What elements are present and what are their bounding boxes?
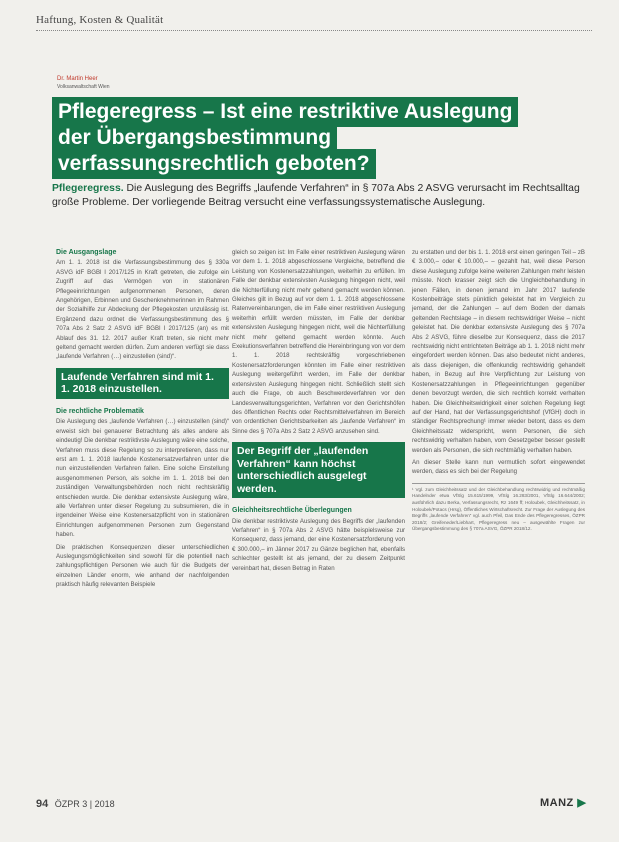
- text-column-1: [56, 248, 229, 593]
- publisher-logo: [540, 796, 586, 809]
- text-column-3: [412, 248, 585, 533]
- title-line-3: verfassungsrechtlich geboten?: [52, 149, 376, 179]
- header-divider: [36, 30, 592, 31]
- subheading-problematik: Die rechtliche Problematik: [56, 407, 144, 415]
- text-column-2: [232, 248, 405, 576]
- paragraph: gleich so zeigen ist: Im Falle einer restriktiven Auslegung wären vor dem 1. 1. 2018 abgeschlossene Vergleiche, betreffend die Leistung von Kostenersatzzahlungen, weiterhin zu erfüllen. Im Falle der denkbar extensivsten Auslegung hingegen nicht, weil die Nichterfüllung nicht mehr geltend gemacht werden können. Gleiches gilt in Bezug auf vor dem 1. 1. 2018 abgeschlossene Ratenvereinbarungen, die im Falle einer restriktiven Auslegung weiterhin erfüllt werden müssten, im Falle der denkbar extensivsten Auslegung hingegen nicht, weil die Nichterfüllung nicht mehr geltend gemacht werden könnte. Auch Exekutionsverfahren betreffend die Hereinbringung von vor dem 1. 1. 2018 rechtskräftig vorgeschriebenen Kostenersatzforderungen könnten im Falle einer restriktiven Auslegung weitergeführt werden, im Falle der denkbar extensivsten Auslegung hingegen nicht. Schließlich stellt sich auch die Frage, ob auch Beschwerdeverfahren vor den Landesverwaltungsgerichten, Verfahren vor den Gerichtshöfen des öffentlichen Rechts oder Rechtsmittelverfahren im Bereich von ordentlichen Gerichtsbarkeiten als „laufende Verfahren“ im Sinne des § 707a Abs 2 Satz 2 ASVG anzusehen sind.: [232, 249, 405, 435]
- subheading-ausgangslage: Die Ausgangslage: [56, 249, 117, 256]
- paragraph: An dieser Stelle kann nun vermutlich sofort eingewendet werden, dass es sich bei der Regelung: [412, 458, 585, 476]
- lead-keyword: Pflegeregress.: [52, 183, 124, 194]
- arrow-icon: ▶: [577, 797, 587, 809]
- pull-quote: Laufende Verfahren sind mit 1. 1. 2018 einzustellen.: [56, 368, 229, 399]
- paragraph: Die Auslegung des „laufende Verfahren (…) einzustellen (sind)“ erweist sich bei genauerer Betrachtung als alles andere als eindeutig! Die denkbar restriktivste Auslegung wäre eine solche, Verfahren muss diese Regelung so zu interpretieren, dass nur erst am 1. 1. 2018 laufende Kostenersatzverfahren unter die nun einzustellenden Verfahren fallen. Eine solche Einstellung ausgenommenen Person, als solche im 1. 1. 2018 bei den zuständigen Verwaltungsbehörden noch nicht rechtskräftig entschieden wurde. Die denkbar extensivste Auslegung wäre, alle Verfahren unter dieser Regelung zu subsumieren, die in irgendeiner Weise eine Kostenersatzpflicht von in stationären Einrichtungen aufgenommenen Personen zum Gegenstand haben.: [56, 418, 229, 539]
- paragraph: Am 1. 1. 2018 ist die Verfassungsbestimmung des § 330a ASVG idF BGBl I 2017/125 in Kraft getreten, die zufolge ein Zugriff auf das Vermögen von in stationären Pflegeeinrichtungen aufgenommenen Personen, deren Angehörigen, Erbinnen und Geschenknehmerinnen im Rahmen der Sozialhilfe zur Abdeckung der Pflegekosten unzulässig ist. Ergänzend dazu ordnet die Verfassungsbestimmung des § 707a Abs 2 Satz 2 ASVG idF BGBl I 2017/125 (an) es mit Ablauf des 31. 12. 2017 außer Kraft treten, sie nicht mehr geltend gemacht werden dürfen. Zum anderen verfügt sie dass „laufende Verfahren (…) einzustellen (sind)“.: [56, 259, 229, 361]
- paragraph: Die praktischen Konsequenzen dieser unterschiedlichen Auslegungsmöglichkeiten sind sowohl für die potentiell nach zahlungspflichtigen Personen wie auch für die Budgets der einzelnen Länder enorm, wie anhand der nachfolgenden praktisch häufig relevanten Beispiele: [56, 543, 229, 589]
- page-footer: [36, 798, 115, 810]
- footnotes: ¹ Vgl. zum Gleichheitssatz und der Gleichbehandlung rechtswidrig und rechtmäßig Handelnder etwa VfSlg 15.615/1999, VfSlg 16.283/2001, VfSlg 16.644/2002; ausführlich dazu Berka, Verfassungsrecht, Rz 1649 ff; Holoubek, Gleichheitssatz, in Holoubek/Potacs (Hrsg), Öffentliches Wirtschaftsrecht. Zur Frage der Auslegung des Begriffs „laufende Verfahren“ vgl. auch Pfeil, Das Ende des Pflegeregresses, ÖZPR 2018/2; Greifeneder/Liebhart, Pflegeregress neu – ausgewählte Fragen zur Übergangsbestimmung des § 707a ASVG, ÖZPR 2018/12.: [412, 483, 585, 533]
- journal-issue: ÖZPR 3 | 2018: [54, 799, 115, 809]
- author-affiliation: Volksanwaltschaft Wien: [57, 84, 110, 90]
- pull-quote: Der Begriff der „laufenden Verfahren“ kann höchst unterschiedlich ausgelegt werden.: [232, 442, 405, 498]
- paragraph: Die denkbar restriktivste Auslegung des Begriffs der „laufenden Verfahren“ in § 707a Abs 2 ASVG hätte beispielsweise zur Konsequenz, dass jemand, der eine Kostenersatzforderung von € 300.000,– im Jänner 2017 zu Gänze beglichen hat, ebenfalls schlechter gestellt ist als jemand, der zu diesem Zeitpunkt vereinbart hat, diesen Betrag in Raten: [232, 517, 405, 572]
- author-name: Dr. Martin Heer: [57, 76, 98, 82]
- page-number: 94: [36, 798, 49, 810]
- publisher-name: MANZ: [540, 797, 574, 809]
- title-line-2: der Übergangsbestimmung: [52, 123, 337, 153]
- lead-paragraph: [52, 182, 587, 210]
- paragraph: zu erstatten und der bis 1. 1. 2018 erst einen geringen Teil – zB € 3.000,– oder € 10.000,– – gezahlt hat, weil diese Person diese Auslegung zufolge keine weiteren Zahlungen mehr leisten müsste. Noch krasser zeigt sich die Ungleichbehandlung in jenen Fällen, in denen jemand im Jahr 2017 laufende Kostenbeiträge stets pünktlich geleistet hat im Vergleich zu jemand, der die Zahlungen – auf dem Boden der damals geltenden Rechtslage – in diesem rechtswidriger Weise – nicht geleistet hat. Die denkbar extensivste Auslegung des § 707a Abs 2 ASVG, führe dieselbe zur Konsequenz, dass die 2017 rechtswidrig nicht entrichteten Beiträge ab 1. 1. 2018 nicht mehr eingefordert werden können. Das also bedeutet nicht anderes, als dass diejenigen, die offenkundig rechtswidrig gehandelt haben, in Bezug auf ihre Verpflichtung zur Leistung von Kostenersatzzahlungen in Pflegeeinrichtungen gegenüber denen bevorzugt werden, die sich rechtlich korrekt verhalten haben. Die Gleichheitswidrigkeit einer solchen Regelung liegt auf der Hand, hat der Verfassungsgerichtshof (VfGH) doch in ständiger Rechtsprechung¹ immer wieder betont, dass es dem Gleichheitssatz widerspricht, wenn Personen, die sich rechtswidrig verhalten haben, vom Gesetzgeber besser gestellt werden als Personen, die sich rechtmäßig verhalten haben.: [412, 249, 585, 454]
- title-line-1: Pflegeregress – Ist eine restriktive Auslegung: [52, 97, 518, 127]
- section-heading: Haftung, Kosten & Qualität: [36, 14, 164, 26]
- subheading-gleichheit: Gleichheitsrechtliche Überlegungen: [232, 507, 352, 515]
- lead-text: Die Auslegung des Begriffs „laufende Verfahren“ in § 707a Abs 2 ASVG verursacht im Rechtsalltag große Probleme. Der vorliegende Beitrag versucht eine verfassungssystematische Auslegung.: [52, 183, 580, 208]
